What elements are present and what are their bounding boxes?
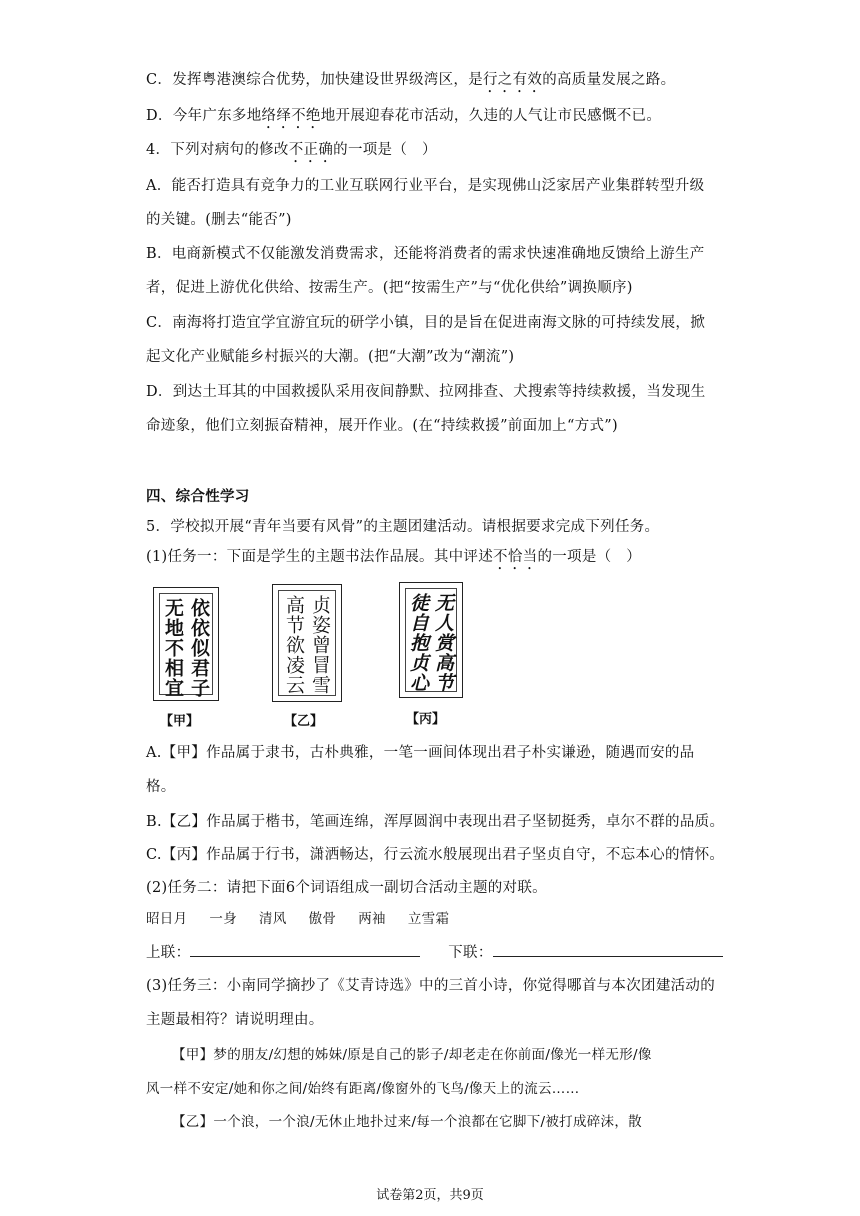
task1-stem: [146, 545, 641, 573]
q4-option-c-line2: 起文化产业赋能乡村振兴的大潮。(把“大潮”改为“潮流”): [146, 349, 515, 365]
calligraphy-bing-caption: 【丙】: [406, 712, 446, 727]
task2-word-3: 清风: [259, 911, 287, 927]
q4-option-d-line1: D．到达土耳其的中国救援队采用夜间静默、拉网排查、犬搜索等持续救援，当发现生: [146, 384, 706, 400]
task1-stem-text: (1)任务一：下面是学生的主题书法作品展。其中评述: [146, 549, 494, 565]
q5-stem: 5．学校拟开展“青年当要有风骨”的主题团建活动。请根据要求完成下列任务。: [146, 519, 660, 535]
calligraphy-yi: [272, 584, 342, 702]
task2-word-4: 傲骨: [308, 911, 337, 927]
calligraphy-jia-caption: 【甲】: [160, 714, 200, 729]
calligraphy-jia-col-left: 无地不相宜: [162, 598, 184, 698]
task1-option-a-line1: A.【甲】作品属于隶书，古朴典雅，一笔一画间体现出君子朴实谦逊，随遇而安的品: [146, 745, 695, 761]
page-footer: 试卷第2页，共9页: [376, 1188, 484, 1203]
task1-stem-text-end: 的一项是（ ）: [537, 549, 642, 565]
q3-option-d-dotted: 络绎不绝: [261, 108, 321, 124]
task2-word-1: 昭日月: [146, 911, 188, 927]
upper-couplet-label: 上联：: [146, 945, 191, 961]
q3-option-c-dotted: 行之有效: [483, 72, 543, 88]
poem-yi-line1: 【乙】一个浪，一个浪/无休止地扑过来/每一个浪都在它脚下/被打成碎沫，散: [172, 1114, 642, 1130]
calligraphy-bing-col-left: 徒自抱贞心: [407, 593, 429, 693]
task2-word-list: [146, 907, 471, 927]
task3-stem-line1: (3)任务三：小南同学摘抄了《艾青诗选》中的三首小诗，你觉得哪首与本次团建活动的: [146, 978, 716, 994]
task2-answer-row: [146, 941, 723, 962]
section-title: 四、综合性学习: [146, 488, 250, 505]
q3-option-d-text-end: 地开展迎春花市活动，久违的人气让市民感慨不已。: [320, 108, 662, 124]
q4-option-b-line2: 者，促进上游优化供给、按需生产。(把“按需生产”与“优化供给”调换顺序): [146, 280, 633, 296]
lower-couplet-label: 下联：: [448, 945, 493, 961]
q3-option-c-text-end: 的高质量发展之路。: [542, 72, 676, 88]
q4-stem-text: 4．下列对病句的修改: [146, 142, 289, 158]
task2-stem: (2)任务二：请把下面6个词语组成一副切合活动主题的对联。: [146, 880, 547, 896]
poem-jia-line2: 风一样不安定/她和你之间/始终有距离/像窗外的飞鸟/像天上的流云……: [146, 1081, 580, 1097]
q4-stem: [146, 138, 437, 166]
q3-option-c-text: C．发挥粤港澳综合优势，加快建设世界级湾区，是: [146, 72, 483, 88]
q4-option-d-line2: 命迹象，他们立刻振奋精神，展开作业。(在“持续救援”前面加上“方式”): [146, 418, 618, 434]
task2-word-5: 两袖: [358, 911, 386, 927]
upper-couplet-blank[interactable]: [190, 942, 420, 957]
calligraphy-bing: [399, 582, 463, 698]
task2-word-2: 一身: [209, 911, 238, 927]
q4-option-c-line1: C．南海将打造宜学宜游宜玩的研学小镇，目的是旨在促进南海文脉的可持续发展，掀: [146, 315, 705, 331]
poem-jia-line1: 【甲】梦的朋友/幻想的姊妹/原是自己的影子/却老走在你前面/像光一样无形/像: [172, 1047, 652, 1063]
task3-stem-line2: 主题最相符？请说明理由。: [146, 1012, 324, 1028]
q4-option-b-line1: B．电商新模式不仅能激发消费需求，还能将消费者的需求快速准确地反馈给上游生产: [146, 246, 705, 262]
lower-couplet-blank[interactable]: [493, 942, 723, 957]
calligraphy-yi-col-left: 高节欲凌云: [283, 595, 305, 695]
calligraphy-yi-caption: 【乙】: [284, 714, 324, 729]
q3-option-c: [146, 68, 675, 96]
task2-word-6: 立雪霜: [407, 911, 450, 927]
q3-option-d: [146, 104, 661, 132]
calligraphy-bing-col-right: 无人赏高节: [432, 593, 454, 693]
task1-option-b: B.【乙】作品属于楷书，笔画连绵，浑厚圆润中表现出君子坚韧挺秀，卓尔不群的品质。: [146, 814, 725, 830]
calligraphy-jia-col-right: 依依似君子: [188, 598, 210, 698]
calligraphy-yi-col-right: 贞姿曾冒雪: [309, 595, 331, 695]
task1-stem-dotted: 不恰当: [493, 549, 538, 565]
q4-option-a-line1: A．能否打造具有竞争力的工业互联网行业平台，是实现佛山泛家居产业集群转型升级: [146, 178, 705, 194]
task1-option-c: C.【丙】作品属于行书，潇洒畅达，行云流水般展现出君子坚贞自守，不忘本心的情怀。: [146, 847, 725, 863]
q4-stem-text-end: 的一项是（ ）: [333, 142, 437, 158]
q3-option-d-text: D．今年广东多地: [146, 108, 262, 124]
q4-stem-dotted: 不正确: [288, 142, 334, 158]
q4-option-a-line2: 的关键。(删去“能否”): [146, 212, 292, 228]
task1-option-a-line2: 格。: [146, 779, 176, 795]
calligraphy-jia: [153, 587, 219, 701]
